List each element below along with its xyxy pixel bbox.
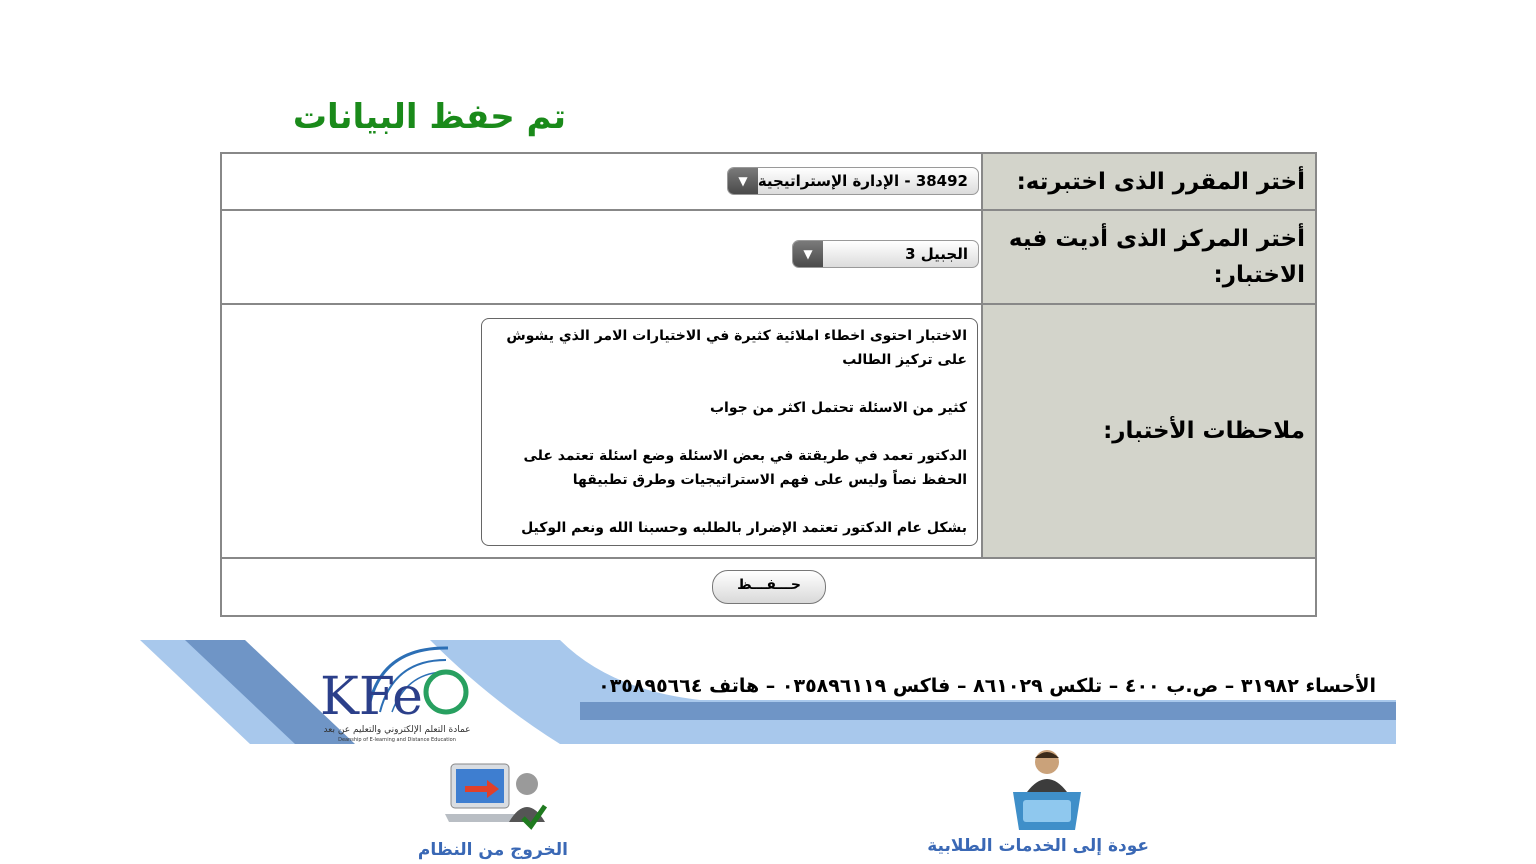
logout-link[interactable] bbox=[417, 758, 568, 860]
student-services-label[interactable]: عودة إلى الخدمات الطلابية bbox=[927, 836, 1149, 856]
logout-icon bbox=[443, 758, 553, 836]
success-message: تم حفظ البيانات bbox=[292, 97, 566, 137]
contact-info: الأحساء ٣١٩٨٢ – ص.ب ٤٠٠ – تلكس ٨٦١٠٢٩ – فاكس ٠٣٥٨٩٦١١٩ – هاتف ٠٣٥٨٩٥٦٦٤ bbox=[598, 675, 1376, 697]
chevron-down-icon[interactable]: ▼ bbox=[793, 241, 823, 267]
center-label: أختر المركز الذى أديت فيه الاختبار: bbox=[982, 210, 1316, 304]
save-button[interactable]: حـــفـــظ bbox=[712, 570, 826, 604]
chevron-down-icon[interactable]: ▼ bbox=[728, 168, 758, 194]
course-select-value: 38492 - الإدارة الإستراتيجية bbox=[757, 172, 968, 190]
logout-label[interactable]: الخروج من النظام bbox=[417, 840, 568, 860]
course-field-cell bbox=[221, 153, 982, 210]
student-services-icon bbox=[1005, 746, 1089, 832]
center-select[interactable] bbox=[792, 240, 979, 268]
notes-field-cell bbox=[221, 304, 982, 558]
survey-form bbox=[220, 152, 1317, 617]
course-select[interactable] bbox=[727, 167, 979, 195]
logo-caption-ar: عمادة التعلم الإلكتروني والتعليم عن بعد bbox=[323, 725, 471, 735]
logo-text: KFe bbox=[320, 667, 423, 727]
notes-label: ملاحظات الأختبار: bbox=[982, 304, 1316, 558]
center-select-value: الجبيل 3 bbox=[905, 245, 968, 263]
student-services-link[interactable] bbox=[927, 746, 1149, 856]
center-field-cell bbox=[221, 210, 982, 304]
course-label: أختر المقرر الذى اختبرته: bbox=[982, 153, 1316, 210]
notes-textarea[interactable]: الاختبار احتوى اخطاء املائية كثيرة في الاختيارات الامر الذي يشوش على تركيز الطالب كثير من الاسئلة تحتمل اكثر من جواب الدكتور تعمد في طريقتة في بعض الاسئلة وضع اسئلة تعتمد على الحفظ نصاً وليس على فهم الاستراتيجيات وطرق تطبيقها بشكل عام الدكتور تعتمد الإضرار بالطلبه وحسبنا الله ونعم الوكيل bbox=[481, 318, 978, 546]
logo-caption-en: Deanship of E-learning and Distance Education bbox=[338, 737, 456, 743]
